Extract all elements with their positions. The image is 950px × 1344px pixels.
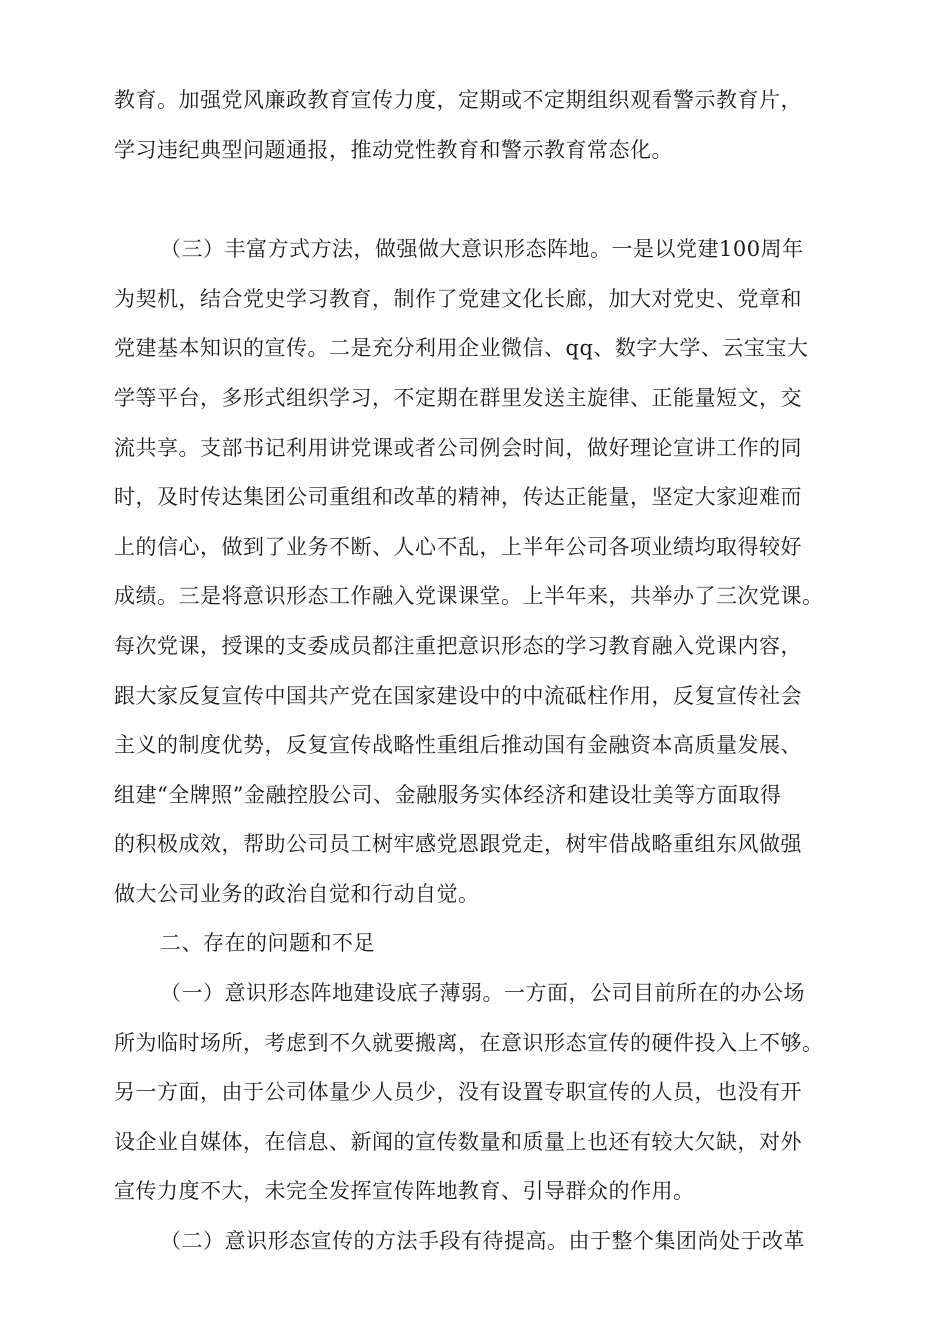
text-line: 时，及时传达集团公司重组和改革的精神，传达正能量，坚定大家迎难而 — [114, 485, 802, 509]
text-line: 教育。加强党风廉政教育宣传力度，定期或不定期组织观看警示教育片， — [114, 88, 802, 112]
text-line: 的积极成效，帮助公司员工树牢感党恩跟党走，树牢借战略重组东风做强 — [114, 832, 802, 856]
paragraph-start-line: （一）意识形态阵地建设底子薄弱。一方面，公司目前所在的办公场 — [160, 981, 805, 1005]
text-line: 主义的制度优势，反复宣传战略性重组后推动国有金融资本高质量发展、 — [114, 733, 802, 757]
section-heading: 二、存在的问题和不足 — [160, 931, 375, 955]
text-line: 设企业自媒体，在信息、新闻的宣传数量和质量上也还有较大欠缺，对外 — [114, 1130, 802, 1154]
text-line: 宣传力度不大，未完全发挥宣传阵地教育、引导群众的作用。 — [114, 1179, 695, 1203]
text-line: 为契机，结合党史学习教育，制作了党建文化长廊，加大对党史、党章和 — [114, 287, 802, 311]
text-line: 学习违纪典型问题通报，推动党性教育和警示教育常态化。 — [114, 138, 673, 162]
text-line: 每次党课，授课的支委成员都注重把意识形态的学习教育融入党课内容， — [114, 634, 802, 658]
paragraph-start-line: （二）意识形态宣传的方法手段有待提高。由于整个集团尚处于改革 — [160, 1229, 805, 1253]
text-line: 组建“全牌照”金融控股公司、金融服务实体经济和建设壮美等方面取得 — [114, 783, 782, 807]
text-line: 流共享。支部书记利用讲党课或者公司例会时间，做好理论宣讲工作的同 — [114, 436, 802, 460]
text-line: 成绩。三是将意识形态工作融入党课课堂。上半年来，共举办了三次党课。 — [114, 584, 824, 608]
text-line: 所为临时场所，考虑到不久就要搬离，在意识形态宣传的硬件投入上不够。 — [114, 1031, 824, 1055]
text-line: 党建基本知识的宣传。二是充分利用企业微信、qq、数字大学、云宝宝大 — [114, 336, 809, 360]
text-line: 做大公司业务的政治自觉和行动自觉。 — [114, 882, 480, 906]
text-line: 另一方面，由于公司体量少人员少，没有设置专职宣传的人员，也没有开 — [114, 1080, 802, 1104]
paragraph-start-line: （三）丰富方式方法，做强做大意识形态阵地。一是以党建100周年 — [160, 237, 804, 261]
text-line: 跟大家反复宣传中国共产党在国家建设中的中流砥柱作用，反复宣传社会 — [114, 684, 802, 708]
text-line: 上的信心，做到了业务不断、人心不乱，上半年公司各项业绩均取得较好 — [114, 535, 802, 559]
text-line: 学等平台，多形式组织学习，不定期在群里发送主旋律、正能量短文，交 — [114, 386, 802, 410]
